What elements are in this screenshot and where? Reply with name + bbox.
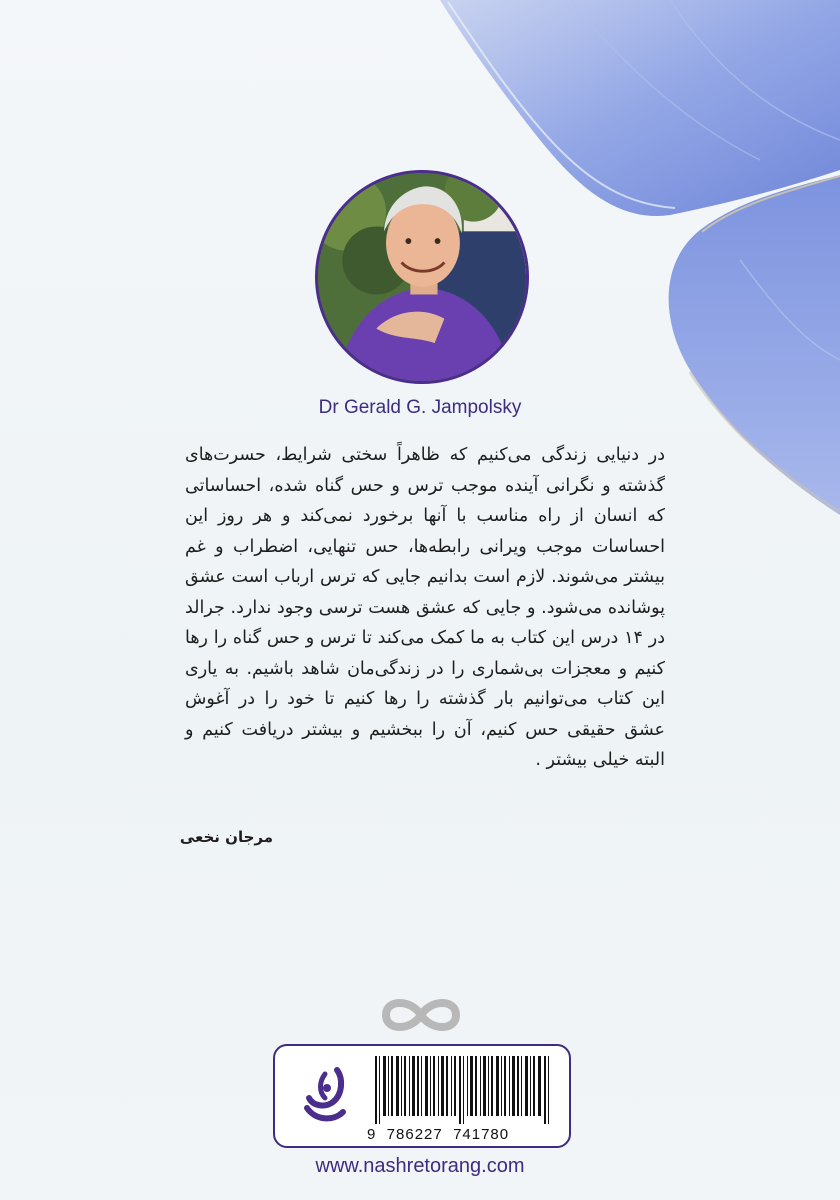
publisher-website-link[interactable]: www.nashretorang.com [315, 1155, 525, 1177]
barcode-icon [373, 1056, 553, 1124]
publisher-logo-icon [297, 1064, 353, 1128]
translator-name: مرجان نخعی [179, 828, 273, 846]
author-portrait [315, 170, 529, 384]
book-description: در دنیایی زندگی می‌کنیم که ظاهراً سختی شرایط، حسرت‌های گذشته و نگرانی آینده موجب ترس و حس گناه شده، احساساتی که انسان از راه مناسب با آنها برخورد نمی‌کند و هر روز این احساسات موجب ویرانی رابطه‌ها، حس تنهایی، اضطراب و غم بیشتر می‌شوند. لازم است بدانیم جایی که ترس ارباب است عشق پوشانده می‌شود. و جایی که عشق هست ترسی وجود ندارد. جرالد در ۱۴ درس این کتاب به ما کمک می‌کند تا ترس و حس گناه را رها کنیم و معجزات بی‌شماری را در زندگی‌مان شاهد باشیم. به یاری این کتاب می‌توانیم بار گذشته را رها کنیم تا خود را در آغوش عشق حقیقی حس کنیم، آن را ببخشیم و بیشتر دریافت کنیم و البته خیلی بیشتر . [185, 445, 665, 770]
infinity-icon [378, 993, 464, 1037]
isbn-number: 9 786227 741780 [367, 1126, 510, 1143]
barcode-box [273, 1044, 571, 1148]
author-name: Dr Gerald G. Jampolsky [318, 397, 522, 418]
